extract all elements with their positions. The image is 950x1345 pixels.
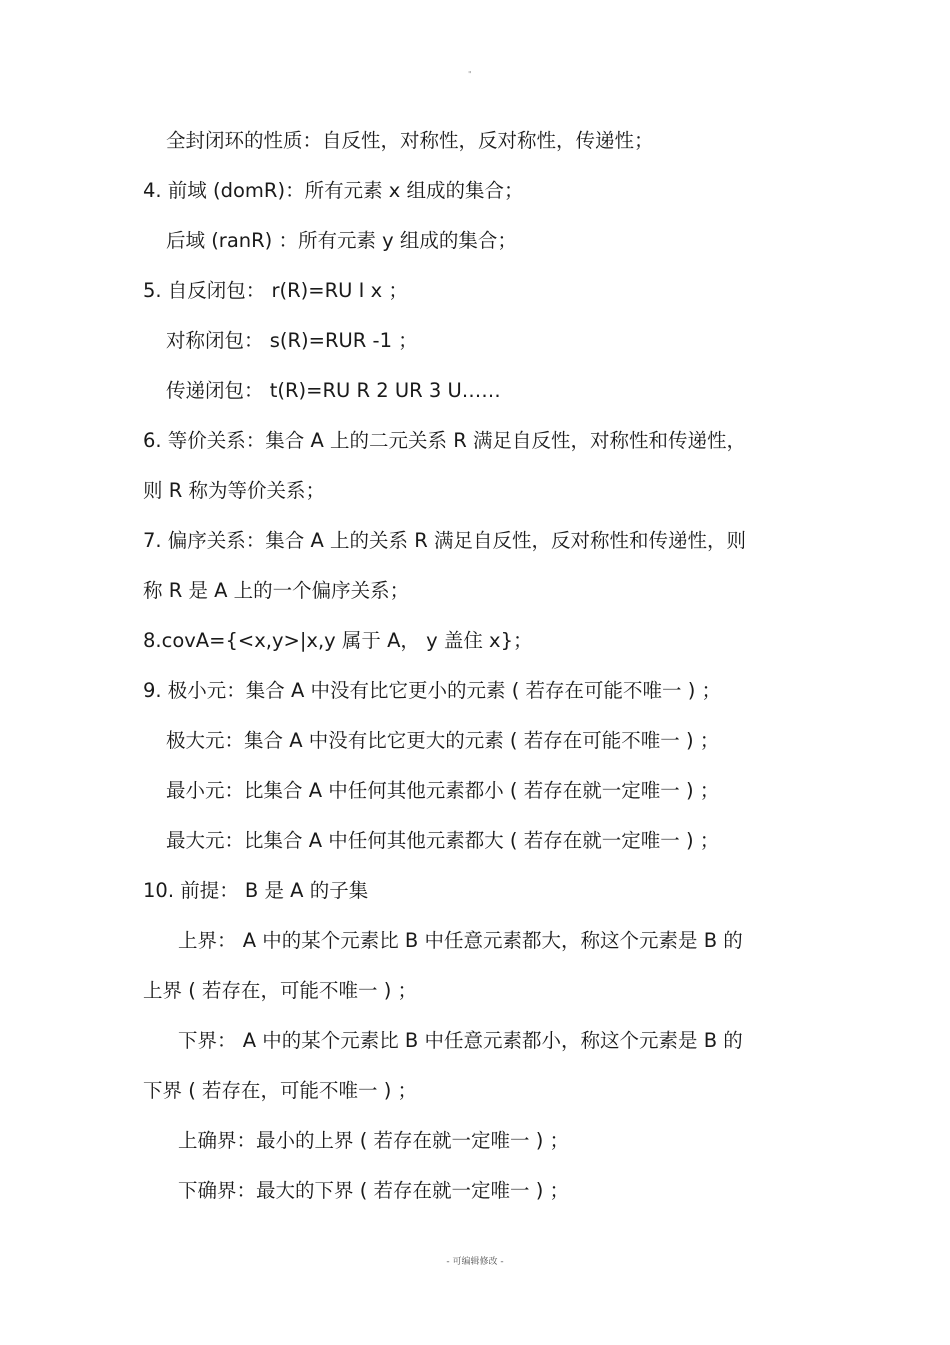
text-line: 9. 极小元：集合 A 中没有比它更小的元素 ( 若存在可能不唯一 ) ； [143, 679, 722, 702]
text-line: 极大元：集合 A 中没有比它更大的元素 ( 若存在可能不唯一 ) ； [166, 729, 720, 752]
text-line: 下界： A 中的某个元素比 B 中任意元素都小，称这个元素是 B 的 [178, 1029, 743, 1052]
text-line: 5. 自反闭包： r(R)=RU I x ； [143, 279, 408, 302]
text-line: 8.covA={<x,y>|x,y 属于 A， y 盖住 x}； [143, 629, 533, 652]
text-line: 上界： A 中的某个元素比 B 中任意元素都大，称这个元素是 B 的 [178, 929, 743, 952]
text-line: 则 R 称为等价关系； [143, 479, 325, 502]
text-line: 6. 等价关系：集合 A 上的二元关系 R 满足自反性，对称性和传递性， [143, 429, 746, 452]
text-line: 最小元：比集合 A 中任何其他元素都小 ( 若存在就一定唯一 ) ； [166, 779, 720, 802]
text-line: 传递闭包： t(R)=RU R 2 UR 3 U…… [166, 379, 501, 402]
text-line: 后域 (ranR) ：所有元素 y 组成的集合； [166, 229, 517, 252]
text-line: 称 R 是 A 上的一个偏序关系； [143, 579, 410, 602]
text-line: 全封闭环的性质：自反性，对称性，反对称性，传递性； [166, 129, 654, 152]
text-line: 下确界：最大的下界 ( 若存在就一定唯一 ) ； [178, 1179, 570, 1202]
header-mark: " [468, 70, 472, 79]
text-line: 7. 偏序关系：集合 A 上的关系 R 满足自反性，反对称性和传递性，则 [143, 529, 746, 552]
text-line: 10. 前提： B 是 A 的子集 [143, 879, 369, 902]
text-line: 对称闭包： s(R)=RUR -1 ； [166, 329, 418, 352]
text-line: 上确界：最小的上界 ( 若存在就一定唯一 ) ； [178, 1129, 570, 1152]
text-line: 下界 ( 若存在，可能不唯一 ) ； [143, 1079, 418, 1102]
text-line: 上界 ( 若存在，可能不唯一 ) ； [143, 979, 418, 1002]
text-line: 4. 前域 (domR)：所有元素 x 组成的集合； [143, 179, 524, 202]
page-footer: - 可编辑修改 - [446, 1257, 504, 1267]
text-line: 最大元：比集合 A 中任何其他元素都大 ( 若存在就一定唯一 ) ； [166, 829, 720, 852]
